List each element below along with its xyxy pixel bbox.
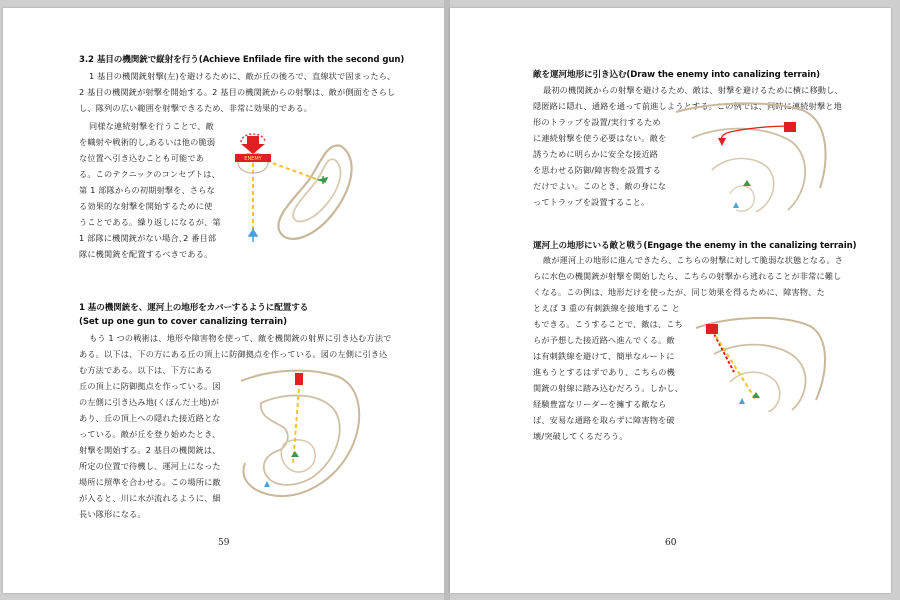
body-line: る。このテクニックのコンセプトは、 bbox=[79, 169, 220, 179]
body-line: もできる。こうすることで、敵は、こち bbox=[533, 319, 683, 329]
body-line: 関銃の射線に踏み込むだろう。しかし、 bbox=[533, 383, 684, 393]
body-line: な位置へ引き込むことも可能であ bbox=[79, 153, 205, 163]
friendly-gun-icon bbox=[319, 176, 327, 184]
page-59 bbox=[3, 8, 444, 593]
section-heading-canalizing-en: (Set up one gun to cover canalizing terrain) bbox=[79, 317, 287, 327]
enemy-unit bbox=[295, 373, 303, 385]
body-line: くなる。この例は、地形だけを使ったが、同じ効果を得るために、障害物、た bbox=[533, 287, 825, 297]
enemy-unit bbox=[706, 324, 718, 334]
body-line: らに水色の機関銃が射撃を開始したら、こちらの射撃から逃れることが非常に難し bbox=[533, 271, 842, 281]
friendly-gun-icon bbox=[752, 392, 760, 398]
friendly-gun-icon bbox=[264, 481, 270, 487]
body-line: 1 部隊に機関銃がない場合､2 番目部 bbox=[79, 233, 217, 243]
body-line: っている。敵が丘を登り始めたとき、 bbox=[79, 429, 221, 439]
friendly-gun-icon bbox=[739, 398, 745, 404]
body-line: だけでよい。このとき、敵の身にな bbox=[533, 181, 667, 191]
section-heading-draw-enemy: 敵を運河地形に引き込む(Draw the enemy into canalizing terrain) bbox=[533, 70, 821, 80]
body-line: とえば 3 重の有刺鉄線を接地するこ と bbox=[533, 303, 681, 313]
body-line: 壊/突破してくるだろう。 bbox=[533, 431, 628, 441]
section-heading-engage: 運河上の地形にいる敵と戦う(Engage the enemy in the canalizing terrain) bbox=[533, 241, 857, 251]
body-line: 場所に照準を合わせる。この場所に敵 bbox=[79, 477, 221, 487]
fire-line bbox=[293, 389, 299, 463]
enfilade-figure bbox=[223, 128, 363, 258]
friendly-gun-icon bbox=[743, 180, 751, 186]
body-line: 長い隊形になる。 bbox=[79, 509, 146, 519]
contour-line bbox=[278, 145, 351, 238]
body-line: 形のトラップを設置/実行するため bbox=[533, 117, 661, 127]
body-line: 丘の頂上に防御拠点を作っている。図 bbox=[79, 381, 221, 391]
body-line: 第 1 部隊からの初期射撃を、さらな bbox=[79, 185, 215, 195]
enemy-label: ENEMY bbox=[244, 156, 262, 162]
body-line: 同様な連続射撃を行うことで、敵 bbox=[89, 121, 214, 131]
body-line: 隠匿路に隠れ、通路を通って前進しようとする。この例では、同時に連続射撃と地 bbox=[533, 101, 842, 111]
body-line: 経験豊富なリーダーを擁する敵なら bbox=[533, 399, 667, 409]
enemy-arrow-icon bbox=[718, 138, 726, 146]
body-line: 所定の位置で待機し、運河上になった bbox=[79, 461, 221, 471]
body-line: ば、安易な通路を取らずに障害物を破 bbox=[533, 415, 675, 425]
friendly-gun-icon bbox=[249, 228, 257, 242]
body-line: 1 基目の機関銃射撃(左)を避けるために、敵が丘の後ろで、直線状で固まったら、 bbox=[89, 71, 396, 81]
body-line: む方法である。以下は、下方にある bbox=[79, 365, 213, 375]
body-line: を思わせる防御/障害物を設置する bbox=[533, 165, 661, 175]
canalizing-figure bbox=[231, 363, 367, 505]
body-line: 射撃を開始する。2 基目の機関銃は、 bbox=[79, 445, 221, 455]
body-line: 誘うために明らかに安全な接近路 bbox=[533, 149, 659, 159]
body-line: の左側に引き込み地(くぼんだ土地)が bbox=[79, 397, 220, 407]
body-line: が入ると、川に水が流れるように、細 bbox=[79, 493, 221, 503]
contour-line bbox=[241, 371, 359, 496]
body-line: うことである。繰り返しになるが、第 bbox=[79, 217, 221, 227]
body-line: 最初の機関銃からの射撃を避けるため、敵は、射撃を避けるために横に移動し、 bbox=[543, 85, 843, 95]
friendly-gun-icon bbox=[291, 451, 299, 457]
draw-enemy-figure bbox=[672, 98, 832, 218]
page-number: 60 bbox=[665, 538, 677, 548]
body-line: ある。以下は、下の方にある丘の頂上に防御拠点を作っている。図の左側に引き込 bbox=[79, 349, 388, 359]
body-line: らが予想した接近路へ進んでくる。敵 bbox=[533, 335, 675, 345]
body-line: 2 基目の機関銃が射撃を開始する。2 基目の機関銃からの射撃は、敵が側面をさらし bbox=[79, 87, 396, 97]
friendly-gun-icon bbox=[733, 202, 739, 208]
body-line: は有刺鉄線を避けて、簡単なルートに bbox=[533, 351, 675, 361]
contour-line bbox=[676, 103, 826, 188]
body-line: を幟射や戦術的し,あるいは他の脆弱 bbox=[79, 137, 216, 147]
page-number: 59 bbox=[218, 538, 230, 548]
body-line: し、隊列の広い範囲を射撃できるため、非常に効果的である。 bbox=[79, 103, 313, 113]
enemy-unit bbox=[784, 122, 796, 132]
enemy-arrow-icon bbox=[241, 136, 265, 154]
body-line: に連続射撃を使う必要はない。敵を bbox=[533, 133, 667, 143]
section-heading-enfilade: 3.2 基目の機関銃で縦射を行う(Achieve Enfilade fire with the second gun) bbox=[79, 55, 405, 65]
contour-line bbox=[692, 129, 805, 210]
body-line: 進もうとするはずであり、こちらの機 bbox=[533, 367, 675, 377]
section-heading-canalizing: 1 基の機関銃を、運河上の地形をカバーするように配置する bbox=[79, 303, 309, 313]
body-line: 敵が運河上の地形に進んできたら、こちらの射撃に対して脆弱な状態となる。さ bbox=[543, 255, 844, 265]
body-line: あり、丘の頂上への隠れた接近路とな bbox=[79, 413, 221, 423]
contour-line bbox=[730, 372, 780, 412]
body-line: ってトラップを設置すること。 bbox=[533, 197, 650, 207]
engage-enemy-figure bbox=[690, 308, 830, 412]
body-line: る効果的な射撃を開始するために使 bbox=[79, 201, 213, 211]
body-line: もう 1 つの戦術は、地形や障害物を使って、敵を機関銃の射界に引き込む方法で bbox=[89, 333, 392, 343]
page-60 bbox=[450, 8, 891, 593]
body-line: 隊に機関銃を配置するべきである。 bbox=[79, 249, 213, 259]
